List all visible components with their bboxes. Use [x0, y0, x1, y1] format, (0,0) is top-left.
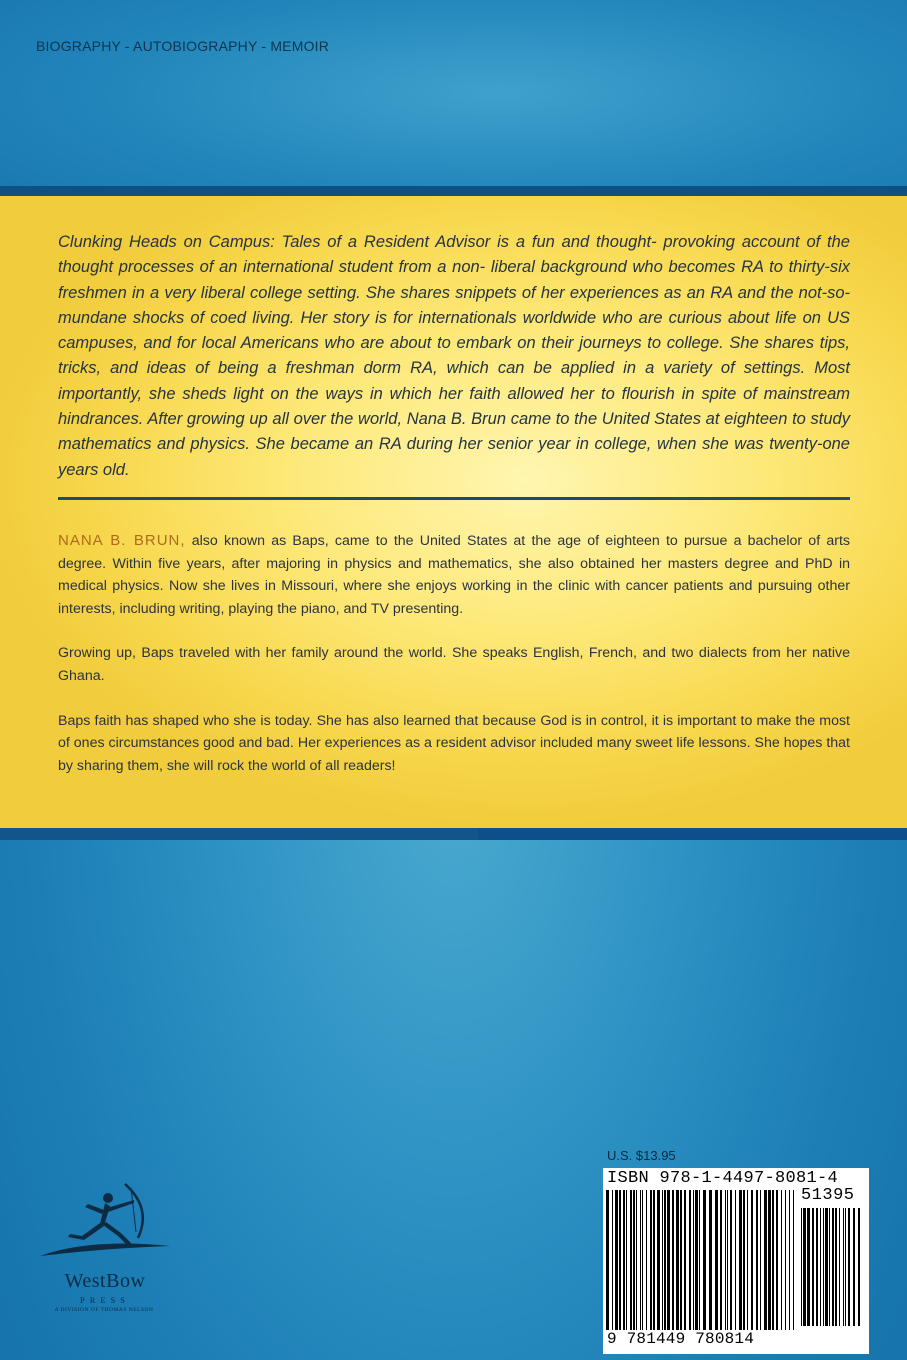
archer-figure-icon [30, 1176, 180, 1268]
publisher-logo [30, 1176, 180, 1356]
price-barcode [801, 1208, 863, 1326]
publisher-division: A DIVISION OF THOMAS NELSON [54, 1307, 154, 1313]
top-blue-area [0, 0, 907, 186]
price-label: U.S. $13.95 [607, 1148, 676, 1163]
bottom-divider-band-right [478, 828, 907, 840]
price-code: 51395 [801, 1186, 855, 1205]
isbn-barcode [606, 1190, 796, 1330]
top-divider-band [0, 186, 907, 196]
bottom-divider-band-left [0, 828, 478, 840]
barcode-digits: 9 781449 780814 [607, 1330, 755, 1348]
section-divider-line [58, 497, 850, 500]
publisher-press-label: PRESS [79, 1295, 131, 1305]
book-blurb: Clunking Heads on Campus: Tales of a Resident Advisor is a fun and thought- provoking account of the thought processes of an international student from a non- liberal background who becomes RA to thirty-six freshmen in a very liberal college setting. She shares snippets of her experiences as an RA and the not-so-mundane shocks of coed living. Her story is for internationals worldwide who are curious about life on US campuses, and for local Americans who are about to embark on their journeys to college. She shares tips, tricks, and ideas of being a freshman dorm RA, which can be applied in a variety of settings. Most importantly, she sheds light on the ways in which her faith allowed her to flourish in spite of mainstream hindrances. After growing up all over the world, Nana B. Brun came to the United States at eighteen to study mathematics and physics. She became an RA during her senior year in college, when she was twenty-one years old. [58, 233, 850, 479]
category-label: BIOGRAPHY - AUTOBIOGRAPHY - MEMOIR [36, 38, 330, 54]
author-bio [58, 530, 850, 799]
isbn-number: ISBN 978-1-4497-8081-4 [607, 1169, 839, 1188]
author-name: NANA B. BRUN, [58, 532, 186, 549]
bio-paragraph-1 [58, 530, 850, 620]
publisher-name: WestBow [64, 1270, 146, 1292]
bio-paragraph-2: Growing up, Baps traveled with her family around the world. She speaks English, French, and two dialects from her native Ghana. [58, 645, 850, 684]
bio-paragraph-1-text: also known as Baps, came to the United States at the age of eighteen to pursue a bachelor of arts degree. Within five years, after majoring in physics and mathematics, she also obtained her masters degree and PhD in medical physics. Now she lives in Missouri, where she enjoys working in the clinic with cancer patients and pursuing other interests, including writing, playing the piano, and TV presenting. [58, 533, 850, 617]
barcode-area [603, 1168, 869, 1354]
bio-paragraph-3: Baps faith has shaped who she is today. She has also learned that because God is in control, it is important to make the most of ones circumstances good and bad. Her experiences as a resident advisor included many sweet life lessons. She hopes that by sharing them, she will rock the world of all readers! [58, 712, 850, 774]
